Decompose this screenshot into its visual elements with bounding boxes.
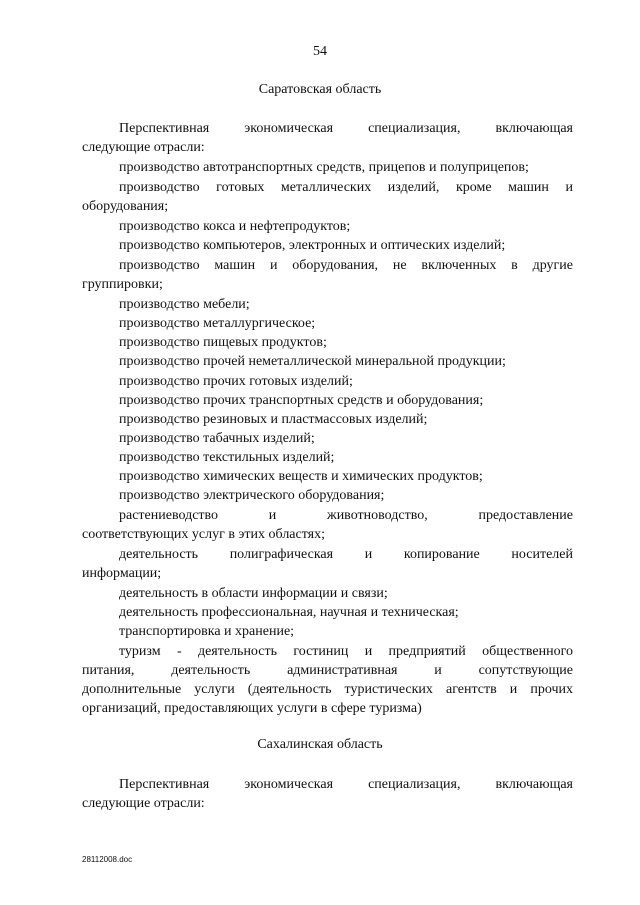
list-item-continuation: группировки;: [82, 277, 163, 292]
list-item-continuation: информации;: [82, 566, 162, 581]
section-title-saratov: Саратовская область: [258, 82, 382, 97]
list-item: производство пищевых продуктов;: [119, 335, 327, 350]
list-item: производство химических веществ и химических продуктов;: [119, 469, 483, 484]
list-item-continuation: дополнительные услуги (деятельность туристических агентств и прочих: [82, 682, 573, 697]
list-item: растениеводство и животноводство, предоставление: [119, 508, 573, 523]
list-item: производство мебели;: [119, 297, 250, 312]
list-item: производство кокса и нефтепродуктов;: [119, 219, 351, 234]
intro-line: Перспективная экономическая специализация, включающая: [119, 121, 573, 136]
list-item: производство резиновых и пластмассовых изделий;: [119, 412, 428, 427]
intro-line: следующие отрасли:: [82, 796, 205, 811]
list-item: производство металлургическое;: [119, 316, 316, 331]
list-item: производство машин и оборудования, не включенных в другие: [119, 258, 573, 273]
list-item: производство прочих готовых изделий;: [119, 374, 353, 389]
list-item-continuation: соответствующих услуг в этих областях;: [82, 527, 325, 542]
list-item: производство прочих транспортных средств и оборудования;: [119, 393, 484, 408]
list-item: производство готовых металлических изделий, кроме машин и: [119, 180, 573, 195]
list-item: производство прочей неметаллической минеральной продукции;: [119, 354, 506, 369]
section-title-sakhalin: Сахалинская область: [257, 737, 383, 752]
list-item: производство электрического оборудования;: [119, 488, 385, 503]
list-item-continuation: организаций, предоставляющих услуги в сфере туризма): [82, 701, 422, 716]
intro-line: Перспективная экономическая специализация, включающая: [119, 777, 573, 792]
list-item: производство компьютеров, электронных и оптических изделий;: [119, 238, 506, 253]
list-item: деятельность полиграфическая и копирование носителей: [119, 547, 573, 562]
list-item: деятельность в области информации и связи;: [119, 586, 388, 601]
list-item-continuation: оборудования;: [82, 199, 169, 214]
list-item: производство автотранспортных средств, прицепов и полуприцепов;: [119, 160, 529, 175]
page-number: 54: [313, 44, 327, 59]
list-item: транспортировка и хранение;: [119, 624, 295, 639]
footer-filename: 28112008.doc: [82, 855, 133, 864]
intro-line: следующие отрасли:: [82, 140, 205, 155]
list-item: туризм - деятельность гостиниц и предприятий общественного: [119, 644, 573, 659]
list-item: деятельность профессиональная, научная и техническая;: [119, 605, 459, 620]
list-item: производство табачных изделий;: [119, 431, 315, 446]
list-item-continuation: питания, деятельность административная и сопутствующие: [82, 663, 573, 678]
list-item: производство текстильных изделий;: [119, 450, 335, 465]
